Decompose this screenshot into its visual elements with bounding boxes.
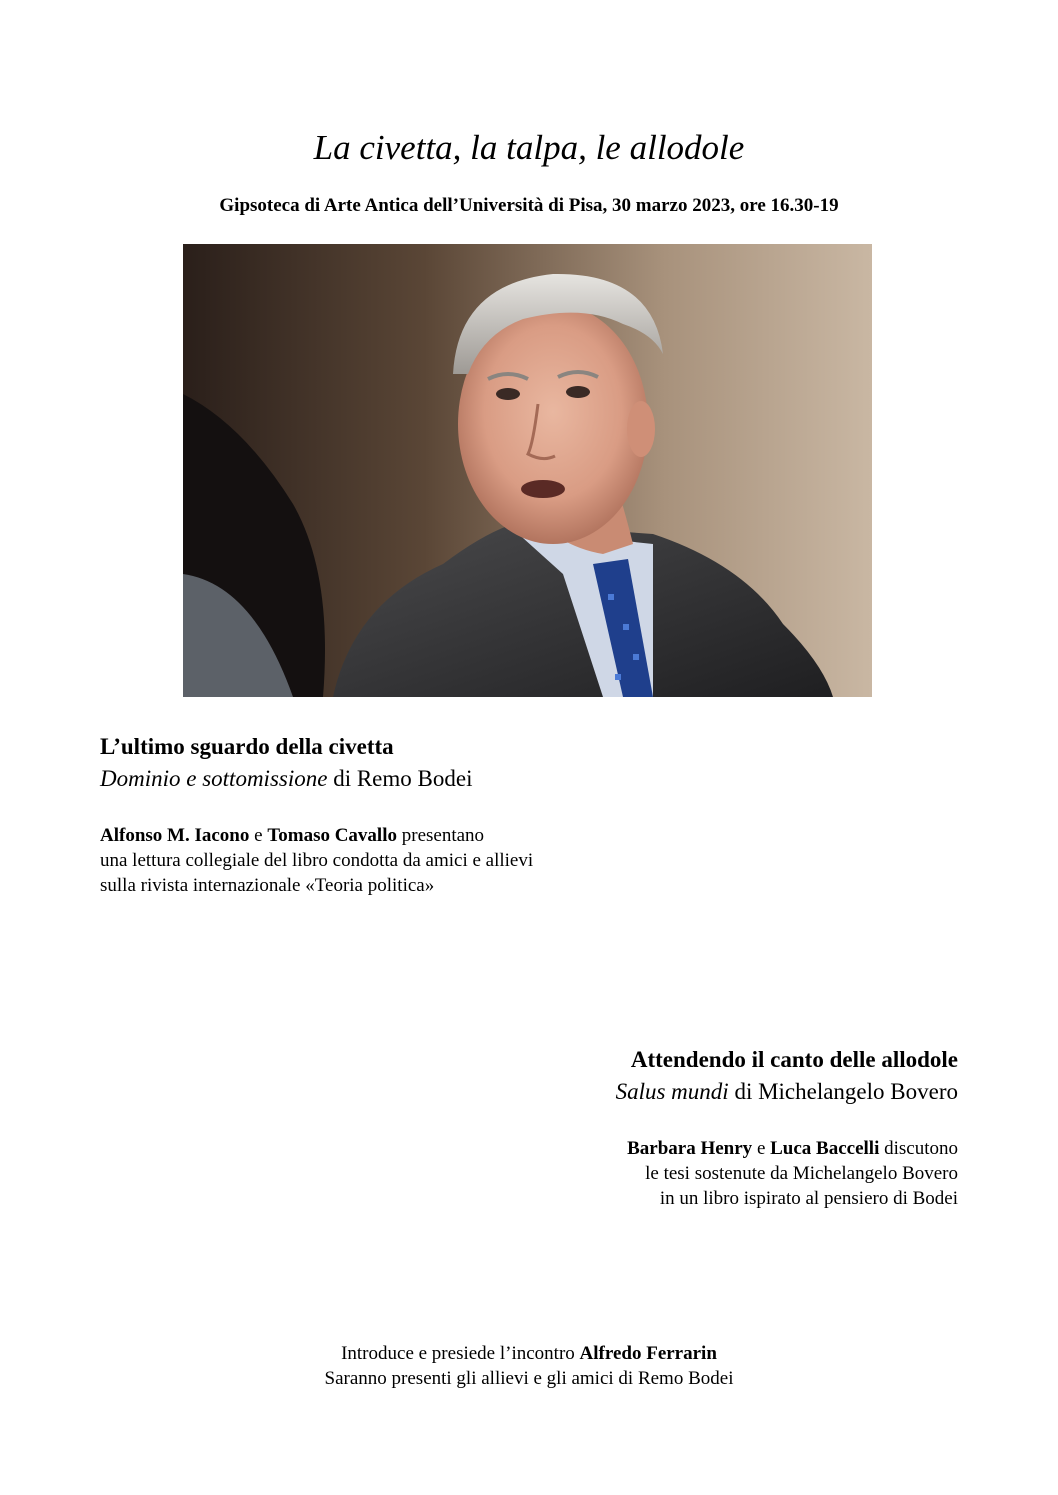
portrait-photo — [183, 244, 872, 697]
description-line: le tesi sostenute da Michelangelo Bovero — [645, 1163, 958, 1184]
description-line: sulla rivista internazionale «Teoria politica» — [100, 875, 435, 896]
section-description — [338, 1136, 958, 1211]
book-author: di Remo Bodei — [327, 766, 473, 791]
chair-name: Alfredo Ferrarin — [579, 1343, 717, 1364]
presenter-name: Alfonso M. Iacono — [100, 825, 250, 846]
presenter-verb: discutono — [879, 1138, 958, 1159]
section-description — [100, 823, 720, 898]
closing-line: Saranno presenti gli allievi e gli amici di Remo Bodei — [324, 1368, 734, 1389]
presenter-verb: presentano — [397, 825, 485, 846]
book-line — [100, 763, 720, 795]
closing-intro: Introduce e presiede l’incontro — [341, 1343, 580, 1364]
section-heading: Attendendo il canto delle allodole — [630, 1047, 958, 1072]
portrait-photo-icon — [183, 244, 872, 697]
presenter-name: Barbara Henry — [627, 1138, 753, 1159]
page-title: La civetta, la talpa, le allodole — [313, 128, 745, 167]
description-line: una lettura collegiale del libro condotta da amici e allievi — [100, 850, 534, 871]
conjunction: e — [249, 825, 268, 846]
book-author: di Michelangelo Bovero — [728, 1079, 958, 1104]
book-title: Salus mundi — [615, 1079, 729, 1104]
closing-note — [0, 1341, 1058, 1391]
book-line — [338, 1076, 958, 1108]
page-subtitle: Gipsoteca di Arte Antica dell’Università di Pisa, 30 marzo 2023, ore 16.30-19 — [219, 195, 839, 216]
description-line: in un libro ispirato al pensiero di Bodei — [659, 1188, 958, 1209]
book-title: Dominio e sottomissione — [100, 766, 328, 791]
presenter-name: Tomaso Cavallo — [267, 825, 397, 846]
presenter-name: Luca Baccelli — [770, 1138, 880, 1159]
section-allodole — [338, 1044, 958, 1211]
section-heading: L’ultimo sguardo della civetta — [100, 734, 394, 759]
conjunction: e — [752, 1138, 771, 1159]
section-civetta — [100, 731, 720, 898]
